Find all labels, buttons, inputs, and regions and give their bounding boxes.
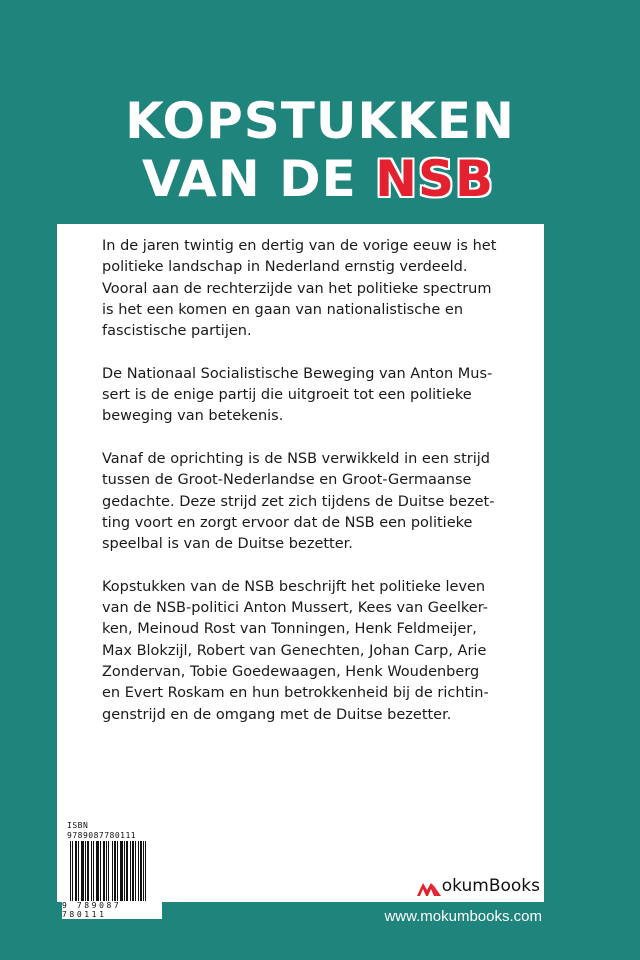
text-line: Max Blokzijl, Robert van Genechten, Johan Carp, Arie	[102, 642, 487, 659]
paragraph-1	[102, 236, 522, 342]
title-line-2	[0, 150, 640, 208]
title-line-1: KOPSTUKKEN	[125, 92, 515, 150]
book-title	[0, 92, 640, 208]
blurb	[102, 236, 522, 747]
text-line: ting voort en zorgt ervoor dat de NSB een politieke	[102, 514, 473, 531]
text-line: speelbal is van de Duitse bezetter.	[102, 536, 353, 553]
text-line: Kopstukken van de NSB beschrijft het politieke leven	[102, 578, 486, 595]
text-line: Vanaf de oprichting is de NSB verwikkeld in een strijd	[102, 450, 491, 467]
mountain-m-icon	[417, 880, 441, 896]
text-line: van de NSB-politici Anton Mussert, Kees van Geelker-	[102, 600, 488, 617]
paragraph-2	[102, 364, 522, 428]
text-line: gedachte. Deze strijd zet zich tijdens de Duitse bezet-	[102, 493, 495, 510]
publisher-url: www.mokumbooks.com	[384, 908, 542, 925]
text-line: In de jaren twintig en dertig van de vorige eeuw is het	[102, 238, 497, 254]
text-line: ken, Meinoud Rost van Tonningen, Henk Feldmeijer,	[102, 621, 477, 638]
text-line: fascistische partijen.	[102, 323, 252, 340]
text-line: en Evert Roskam en hun betrokkenheid bij de richtin-	[102, 685, 489, 702]
isbn-digits: 9 789087 780111	[62, 901, 162, 919]
publisher-logo	[417, 876, 540, 896]
title-nsb-highlight: NSB	[375, 150, 495, 208]
text-line: genstrijd en de omgang met de Duitse bezetter.	[102, 706, 452, 723]
text-line: De Nationaal Socialistische Beweging van Anton Mus-	[102, 365, 493, 382]
text-line: Zondervan, Tobie Goedewaagen, Henk Woudenberg	[102, 663, 480, 680]
text-line: beweging van betekenis.	[102, 408, 284, 425]
paragraph-3	[102, 449, 522, 555]
text-line: politieke landschap in Nederland ernstig verdeeld.	[102, 259, 468, 276]
text-line: Vooral aan de rechterzijde van het politieke spectrum	[102, 280, 492, 297]
paragraph-4	[102, 577, 522, 726]
text-line: sert is de enige partij die uitgroeit tot een politieke	[102, 387, 472, 404]
isbn-label: ISBN 9789087780111	[67, 821, 137, 840]
text-line: tussen de Groot-Nederlandse en Groot-Germaanse	[102, 472, 472, 489]
text-line: is het een komen en gaan van nationalistische en	[102, 301, 464, 318]
isbn-barcode	[62, 821, 162, 919]
title-prefix: VAN DE	[141, 150, 376, 208]
publisher-logo-text: okumBooks	[441, 876, 540, 896]
